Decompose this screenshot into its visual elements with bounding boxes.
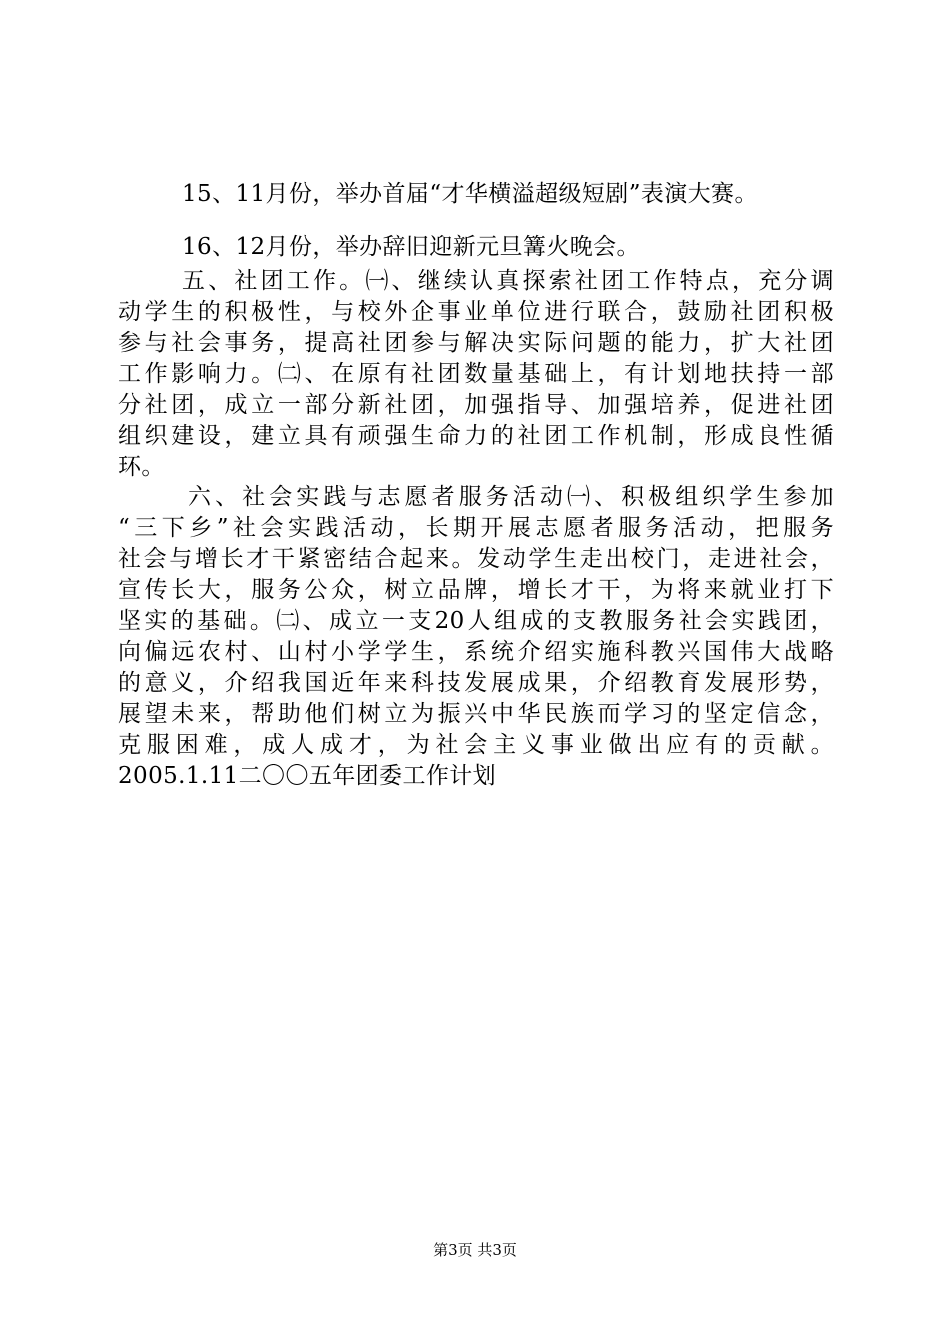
section-six-line-9: 克服困难，成人成才，为社会主义事业做出应有的贡献。 xyxy=(118,732,834,758)
section-five-line-6: 组织建设，建立具有顽强生命力的社团工作机制，形成良性循 xyxy=(118,423,834,449)
section-five-line-2: 动学生的积极性，与校外企事业单位进行联合，鼓励社团积极 xyxy=(118,299,834,325)
section-six-line-1: 六、社会实践与志愿者服务活动㈠、积极组织学生参加 xyxy=(188,484,834,510)
paragraph-item-15: 15、11月份，举办首届“才华横溢超级短剧”表演大赛。 xyxy=(182,181,758,207)
section-five-line-3: 参与社会事务，提高社团参与解决实际问题的能力，扩大社团 xyxy=(118,330,834,356)
section-six-line-8: 展望未来，帮助他们树立为振兴中华民族而学习的坚定信念， xyxy=(118,701,834,727)
section-six-line-5: 坚实的基础。㈡、成立一支20人组成的支教服务社会实践团， xyxy=(118,608,834,634)
section-five-line-4: 工作影响力。㈡、在原有社团数量基础上，有计划地扶持一部 xyxy=(118,361,834,387)
paragraph-item-16: 16、12月份，举办辞旧迎新元旦篝火晚会。 xyxy=(182,234,640,260)
section-six-line-2: “三下乡”社会实践活动，长期开展志愿者服务活动，把服务 xyxy=(118,515,834,541)
date-and-title-line: 2005.1.11二〇〇五年团委工作计划 xyxy=(118,763,497,789)
section-six-line-3: 社会与增长才干紧密结合起来。发动学生走出校门，走进社会， xyxy=(118,546,834,572)
section-six-line-4: 宣传长大，服务公众，树立品牌，增长才干，为将来就业打下 xyxy=(118,577,834,603)
section-six-line-6: 向偏远农村、山村小学学生，系统介绍实施科教兴国伟大战略 xyxy=(118,639,834,665)
section-five-line-7: 环。 xyxy=(118,454,165,480)
section-six-line-7: 的意义，介绍我国近年来科技发展成果，介绍教育发展形势， xyxy=(118,670,834,696)
section-five-line-5: 分社团，成立一部分新社团，加强指导、加强培养，促进社团 xyxy=(118,392,834,418)
page-number-footer: 第3页 共3页 xyxy=(433,1241,517,1259)
section-five-line-1: 五、社团工作。㈠、继续认真探索社团工作特点，充分调 xyxy=(182,268,834,294)
